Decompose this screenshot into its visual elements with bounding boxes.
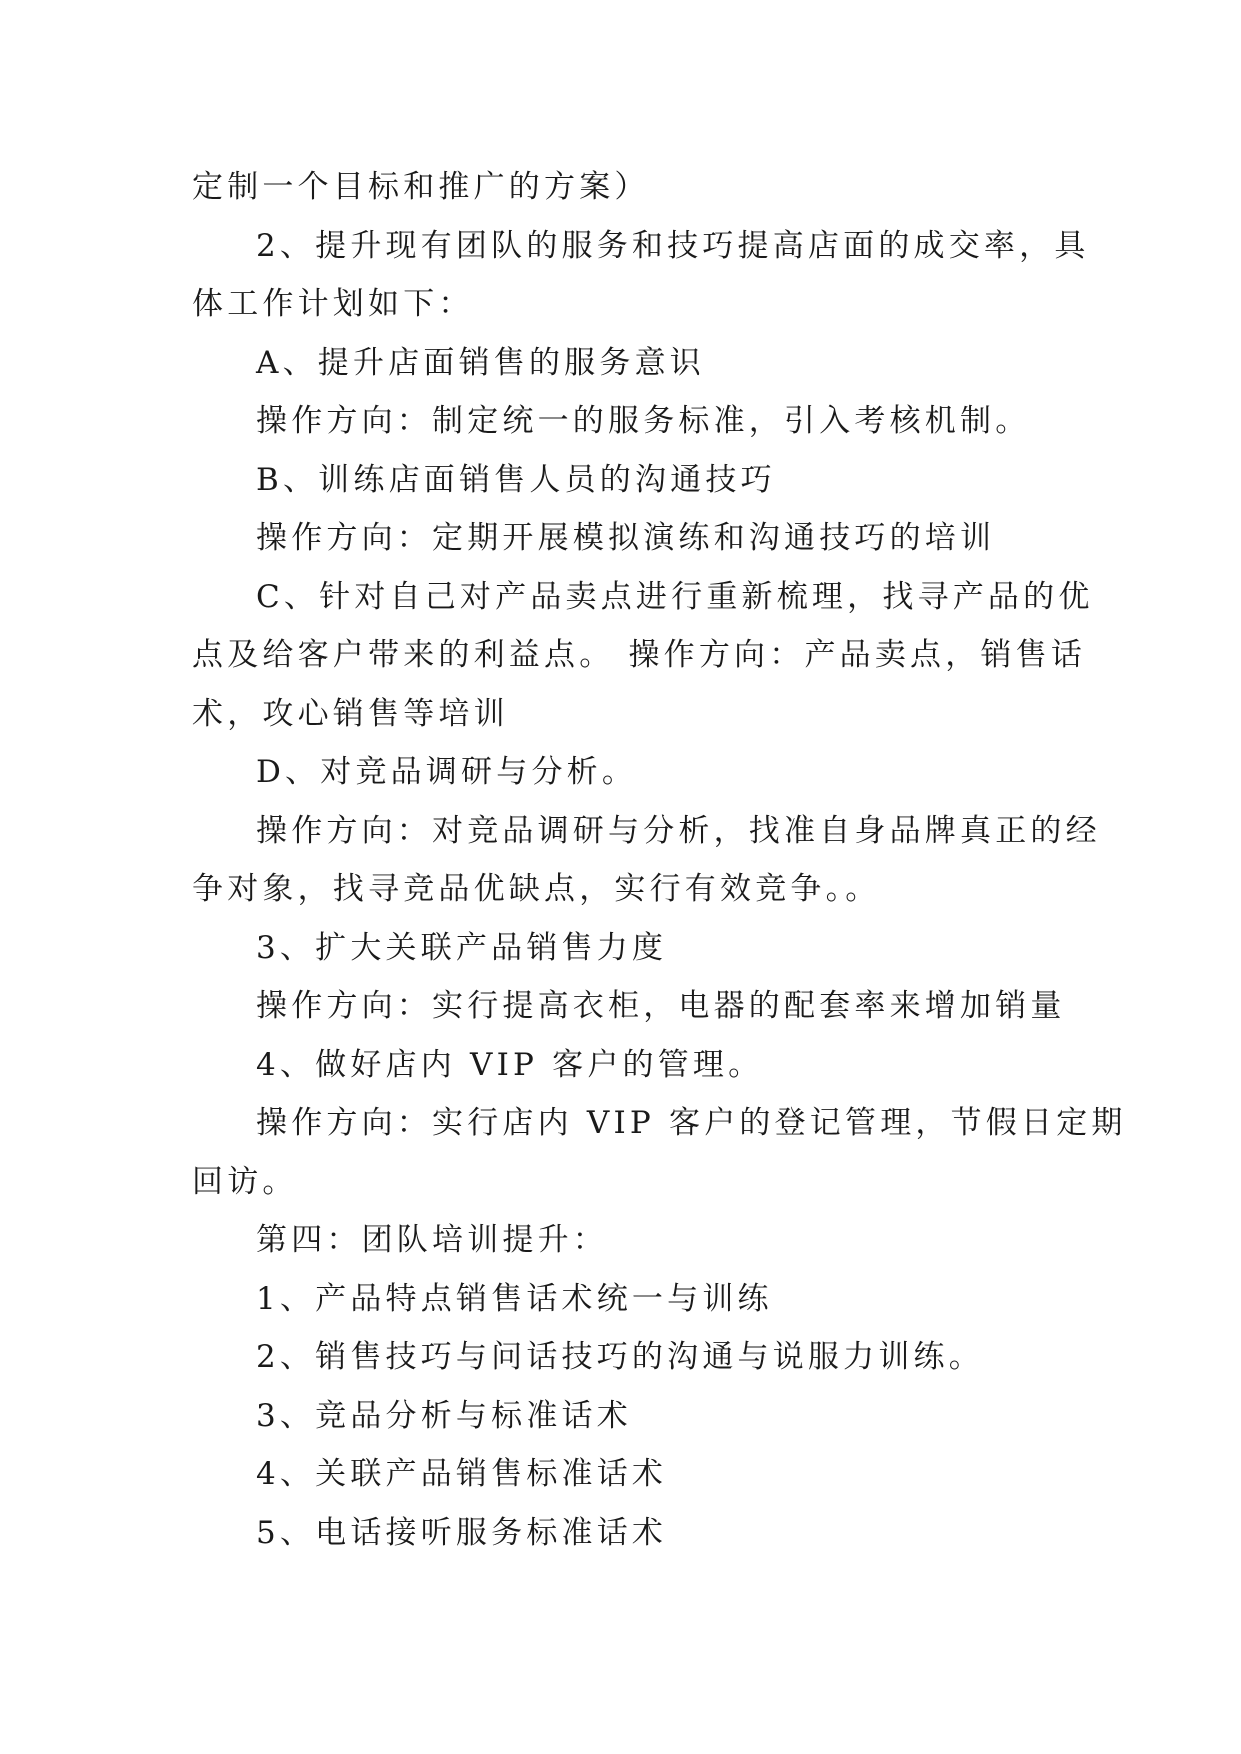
text-line: 回访。 <box>192 1163 298 1200</box>
text-line: 操作方向：定期开展模拟演练和沟通技巧的培训 <box>256 520 996 556</box>
text-line: 体工作计划如下： <box>192 286 474 322</box>
text-line: 2、提升现有团队的服务和技巧提高店面的成交率，具 <box>256 227 1090 264</box>
text-line: C、针对自己对产品卖点进行重新梳理，找寻产品的优 <box>256 578 1094 615</box>
document-body <box>192 158 1127 1562</box>
text-line: 4、关联产品销售标准话术 <box>256 1456 668 1492</box>
text-line: 定制一个目标和推广的方案） <box>192 169 650 205</box>
text-line: 第四：团队培训提升： <box>256 1222 608 1258</box>
text-line: 争对象，找寻竞品优缺点，实行有效竞争。。 <box>192 871 881 907</box>
text-line: 3、竞品分析与标准话术 <box>256 1397 632 1434</box>
text-line: 2、销售技巧与问话技巧的沟通与说服力训练。 <box>256 1339 984 1375</box>
text-line: 操作方向：制定统一的服务标准，引入考核机制。 <box>256 403 1031 439</box>
text-line: 操作方向：实行店内 VIP 客户的登记管理，节假日定期 <box>256 1105 1127 1141</box>
text-line: 操作方向：实行提高衣柜，电器的配套率来增加销量 <box>256 988 1066 1024</box>
text-line: 5、电话接听服务标准话术 <box>256 1514 668 1551</box>
text-line: 点及给客户带来的利益点。 操作方向：产品卖点，销售话 <box>192 637 1087 673</box>
text-line: 1、产品特点销售话术统一与训练 <box>256 1280 773 1317</box>
text-line: B、训练店面销售人员的沟通技巧 <box>256 461 776 498</box>
text-line: 操作方向：对竞品调研与分析，找准自身品牌真正的经 <box>256 812 1101 849</box>
text-line: 4、做好店内 VIP 客户的管理。 <box>256 1046 764 1083</box>
text-line: 术，攻心销售等培训 <box>192 695 509 732</box>
text-line: D、对竞品调研与分析。 <box>256 754 638 790</box>
text-line: A、提升店面销售的服务意识 <box>256 344 705 381</box>
text-line: 3、扩大关联产品销售力度 <box>256 929 668 966</box>
